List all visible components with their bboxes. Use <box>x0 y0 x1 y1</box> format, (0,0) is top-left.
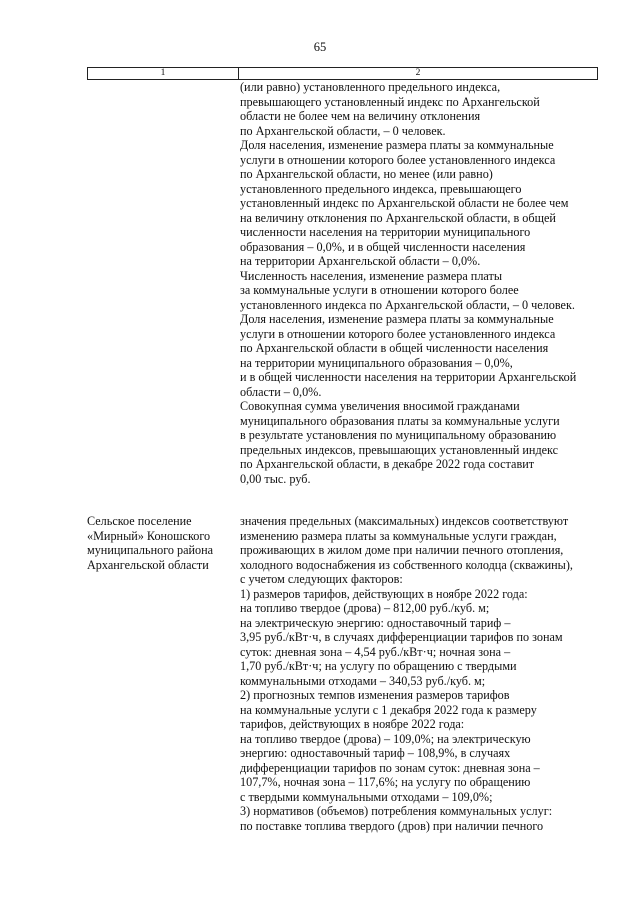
text-line: Архангельской области <box>87 557 209 572</box>
table-header-col2: 2 <box>415 68 421 78</box>
text-line: в результате установления по муниципальному образованию <box>240 428 557 442</box>
text-line: по Архангельской области в общей численности населения <box>240 341 549 355</box>
text-line: по поставке топлива твердого (дров) при наличии печного <box>240 818 544 833</box>
text-line: на электрическую энергию: одноставочный тариф – <box>240 615 511 630</box>
text-line: на территории Архангельской области – 0,0%. <box>240 254 481 268</box>
text-line: «Мирный» Коношского <box>87 528 211 543</box>
text-line: с твердыми коммунальными отходами – 109,0%; <box>240 789 493 804</box>
row2-col1-municipality <box>87 514 237 572</box>
text-line: установленного индекса по Архангельской области, – 0 человек. <box>240 297 575 312</box>
text-line: Сельское поселение <box>87 514 192 528</box>
text-line: на величину отклонения по Архангельской области, в общей <box>240 210 556 225</box>
text-line: тарифов, действующих в ноябре 2022 года: <box>240 717 465 731</box>
row1-col2-text <box>240 80 600 486</box>
text-line: 107,7%, ночная зона – 117,6%; на услугу по обращению <box>240 775 531 789</box>
text-line: (или равно) установленного предельного индекса, <box>240 80 501 94</box>
text-line: образования – 0,0%, и в общей численности населения <box>240 239 526 254</box>
text-line: с учетом следующих факторов: <box>240 572 403 586</box>
text-line: 2) прогнозных темпов изменения размеров тарифов <box>240 688 510 702</box>
page-number: 65 <box>313 40 327 54</box>
text-line: на топливо твердое (дрова) – 812,00 руб./куб. м; <box>240 601 490 615</box>
text-line: коммунальными отходами – 340,53 руб./куб. м; <box>240 673 486 688</box>
text-line: области – 0,0%. <box>240 384 322 399</box>
text-line: 1,70 руб./кВт·ч; на услугу по обращению с твердыми <box>240 659 517 673</box>
text-line: Совокупная сумма увеличения вносимой гражданами <box>240 399 520 413</box>
text-line: 3) нормативов (объемов) потребления коммунальных услуг: <box>240 804 553 818</box>
text-line: на коммунальные услуги с 1 декабря 2022 года к размеру <box>240 702 537 717</box>
text-line: на топливо твердое (дрова) – 109,0%; на электрическую <box>240 731 531 746</box>
text-line: численности населения на территории муниципального <box>240 225 531 239</box>
text-line: и в общей численности населения на территории Архангельской <box>240 370 577 384</box>
text-line: изменению размера платы за коммунальные услуги граждан, <box>240 528 557 543</box>
text-line: муниципального образования платы за коммунальные услуги <box>240 413 560 428</box>
text-line: муниципального района <box>87 543 214 557</box>
text-line: установленного предельного индекса, превышающего <box>240 181 522 196</box>
text-line: Численность населения, изменение размера платы <box>240 268 503 283</box>
table-header-col1: 1 <box>88 68 239 79</box>
text-line: дифференциации тарифов по зонам суток: дневная зона – <box>240 760 540 775</box>
text-line: суток: дневная зона – 4,54 руб./кВт·ч; ночная зона – <box>240 644 511 659</box>
text-line: услуги в отношении которого более установленного индекса <box>240 152 556 167</box>
text-line: на территории муниципального образования – 0,0%, <box>240 355 513 370</box>
text-line: по Архангельской области, в декабре 2022 года составит <box>240 457 535 471</box>
text-line: по Архангельской области, но менее (или равно) <box>240 167 493 181</box>
text-line: предельных индексов, превышающих установленный индекс <box>240 442 559 457</box>
text-line: по Архангельской области, – 0 человек. <box>240 123 446 138</box>
table-header-row <box>87 67 598 80</box>
text-line: 0,00 тыс. руб. <box>240 471 311 486</box>
text-line: за коммунальные услуги в отношении которого более <box>240 283 519 297</box>
text-line: значения предельных (максимальных) индексов соответствуют <box>240 514 569 528</box>
text-line: Доля населения, изменение размера платы за коммунальные <box>240 312 554 326</box>
text-line: области не более чем на величину отклонения <box>240 109 481 123</box>
row2-col2-text <box>240 514 600 833</box>
text-line: 3,95 руб./кВт·ч, в случаях дифференциации тарифов по зонам <box>240 630 563 644</box>
text-line: 1) размеров тарифов, действующих в ноябре 2022 года: <box>240 586 528 601</box>
text-line: энергию: одноставочный тариф – 108,9%, в случаях <box>240 746 511 760</box>
text-line: превышающего установленный индекс по Архангельской <box>240 94 540 109</box>
text-line: установленный индекс по Архангельской области не более чем <box>240 196 569 210</box>
text-line: услуги в отношении которого более установленного индекса <box>240 326 556 341</box>
text-line: холодного водоснабжения из собственного колодца (скважины), <box>240 557 573 572</box>
text-line: Доля населения, изменение размера платы за коммунальные <box>240 138 554 152</box>
text-line: проживающих в жилом доме при наличии печного отопления, <box>240 543 564 557</box>
